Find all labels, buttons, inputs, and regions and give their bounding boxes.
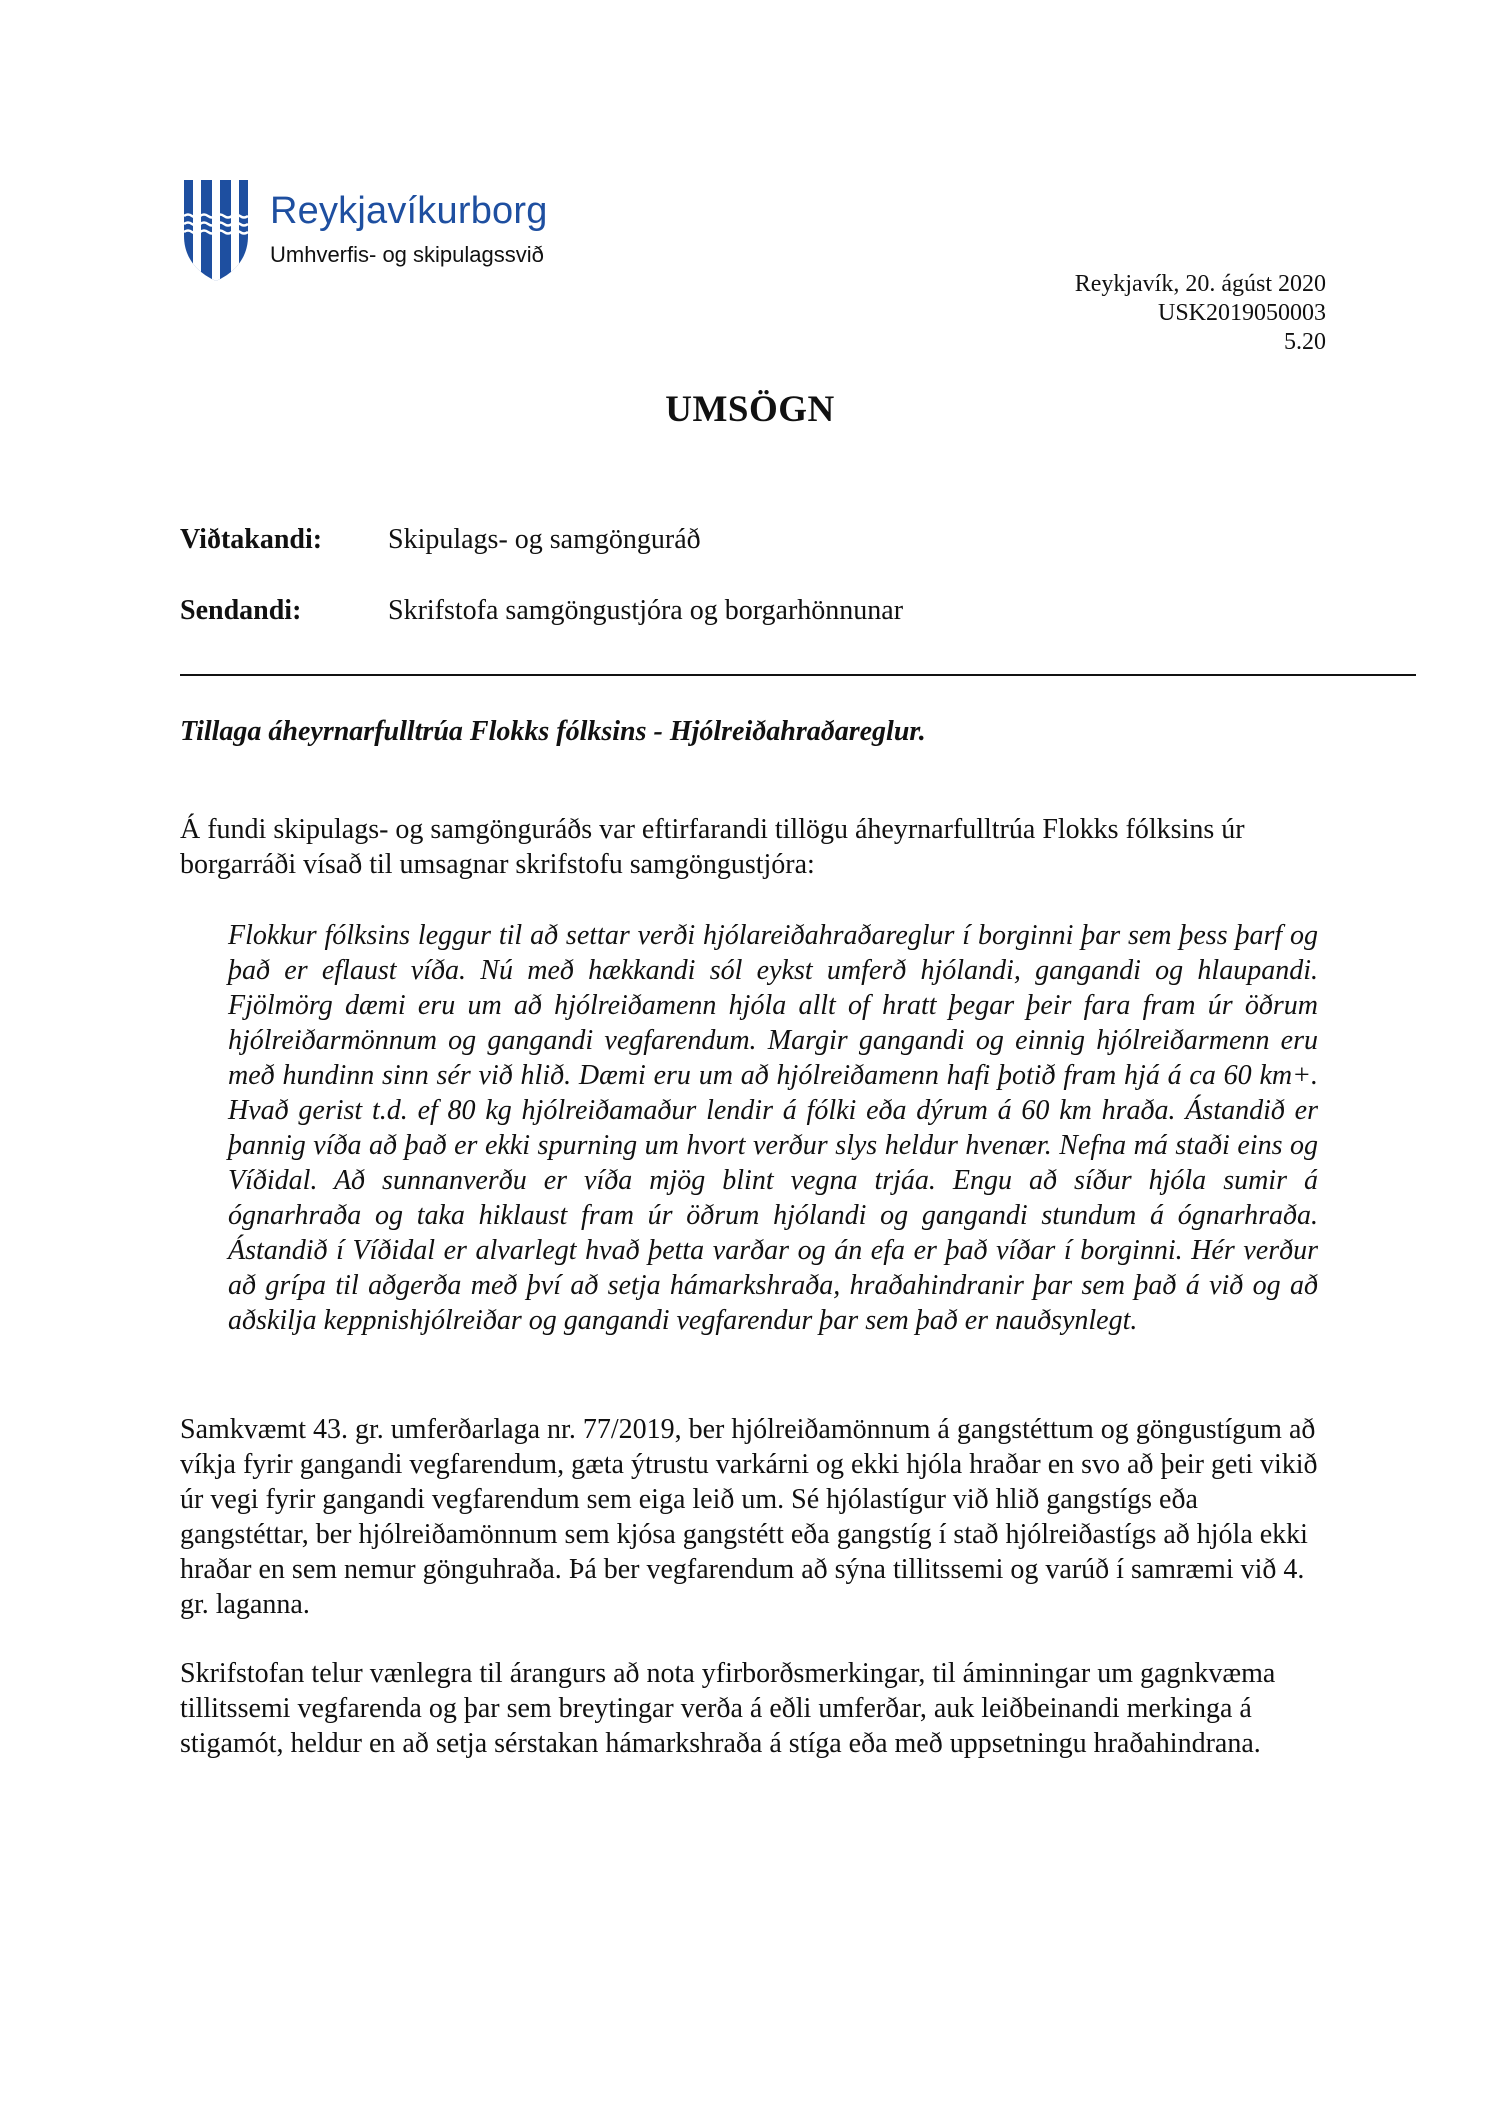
- quoted-proposal: Flokkur fólksins leggur til að settar verði hjólareiðahraðareglur í borginni þar sem þess þarf og það er eflaust víða. Nú með hækkandi sól eykst umferð hjólandi, gangandi og hlaupandi. Fjölmörg dæmi eru um að hjólreiðamenn hjóla allt of hratt þegar þeir fara fram úr öðrum hjólreiðarmönnum og gangandi vegfarendum. Margir gangandi og einnig hjólreiðarmenn eru með hundinn sinn sér við hlið. Dæmi eru um að hjólreiðamenn hafi þotið fram hjá á ca 60 km+. Hvað gerist t.d. ef 80 kg hjólreiðamaður lendir á fólki eða dýrum á 60 km hraða. Ástandið er þannig víða að það er ekki spurning um hvort verður slys heldur hvenær. Nefna má staði eins og Víðidal. Að sunnanverðu er víða mjög blint vegna trjáa. Engu að síður hjóla sumir á ógnarhraða og taka hiklaust fram úr öðrum hjólandi og gangandi stundum á ógnarhraða. Ástandið í Víðidal er alvarlegt hvað þetta varðar og án efa er það víðar í borginni. Hér verður að grípa til aðgerða með því að setja hámarkshraða, hraðahindranir þar sem það á við og að aðskilja keppnishjólreiðar og gangandi vegfarendur þar sem það er nauðsynlegt.: [228, 920, 1318, 1336]
- document-title: UMSÖGN: [665, 389, 835, 430]
- item-number: 5.20: [1284, 329, 1326, 355]
- conclusion-paragraph: Skrifstofan telur vænlegra til árangurs að nota yfirborðsmerkingar, til áminningar um gagnkvæma tillitssemi vegfarenda og þar sem breytingar verða á eðli umferðar, auk leiðbeinandi merkinga á stigamót, heldur en að setja sérstakan hámarkshraða á stíga eða með uppsetningu hraðahindrana.: [180, 1658, 1276, 1759]
- header-divider: [180, 674, 1416, 676]
- recipient-label: Viðtakandi:: [180, 524, 323, 555]
- sender-value: Skrifstofa samgöngustjóra og borgarhönnunar: [388, 595, 904, 626]
- letterhead-logo: [182, 178, 562, 288]
- intro-paragraph: Á fundi skipulags- og samgönguráðs var eftirfarandi tillögu áheyrnarfulltrúa Flokks fólksins úr borgarráði vísað til umsagnar skrifstofu samgöngustjóra:: [180, 814, 1245, 880]
- document-meta: [1075, 270, 1326, 357]
- sender-label: Sendandi:: [180, 595, 302, 626]
- org-name: Reykjavíkurborg: [270, 190, 548, 232]
- recipient-value: Skipulags- og samgönguráð: [388, 524, 701, 555]
- case-number: USK2019050003: [1157, 300, 1326, 326]
- place-date: Reykjavík, 20. ágúst 2020: [1074, 271, 1326, 297]
- recipient-field: [180, 524, 701, 556]
- department-name: Umhverfis- og skipulagssvið: [270, 242, 544, 267]
- subject-line: Tillaga áheyrnarfulltrúa Flokks fólksins - Hjólreiðahraðareglur.: [180, 716, 926, 747]
- sender-field: [180, 595, 903, 627]
- reykjavik-coat-of-arms-icon: [182, 178, 250, 282]
- law-paragraph: Samkvæmt 43. gr. umferðarlaga nr. 77/2019, ber hjólreiðamönnum á gangstéttum og göngustígum að víkja fyrir gangandi vegfarendum, gæta ýtrustu varkárni og ekki hjóla hraðar en svo að þeir geti vikið úr vegi fyrir gangandi vegfarendum sem eiga leið um. Sé hjólastígur við hlið gangstígs eða gangstéttar, ber hjólreiðamönnum sem kjósa gangstétt eða gangstíg í stað hjólreiðastígs að hjóla ekki hraðar en sem nemur gönguhraða. Þá ber vegfarendum að sýna tillitssemi og varúð í samræmi við 4. gr. laganna.: [180, 1414, 1318, 1620]
